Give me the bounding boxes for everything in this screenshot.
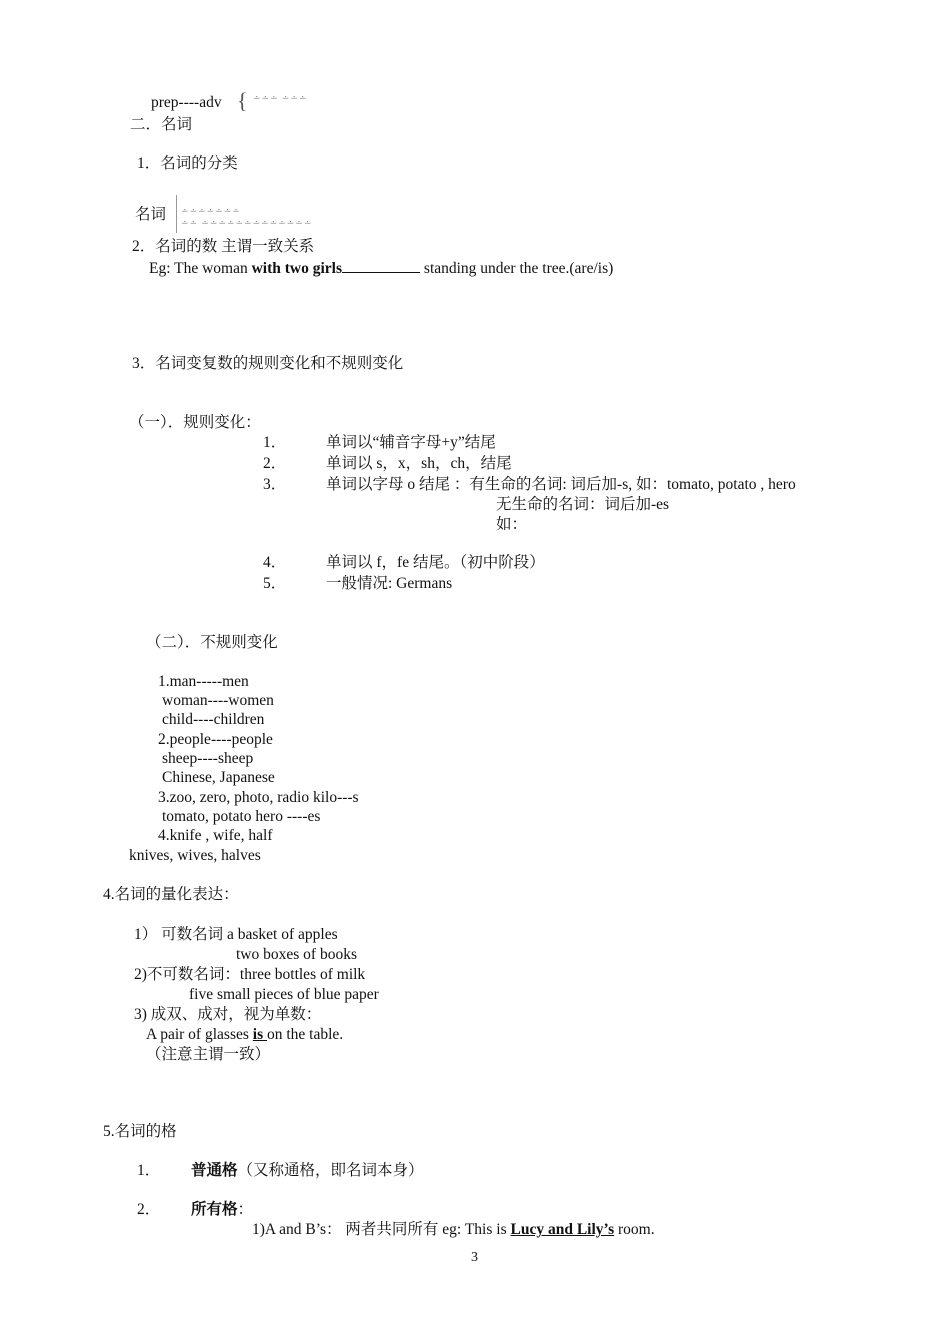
regular-title: （一）．规则变化： [129, 414, 261, 431]
case-item-2-colon: ： [237, 1201, 254, 1218]
quant-line-5: 3) 成双、成对，视为单数： [134, 1006, 322, 1023]
subsection-title-2: 2．名词的数 主谓一致关系 [132, 238, 315, 255]
answer-blank [342, 258, 420, 273]
irregular-title: （二）．不规则变化 [146, 634, 278, 651]
case-item-2-bold: 所有格 [191, 1201, 238, 1218]
irregular-line: 3.zoo, zero, photo, radio kilo---s [158, 789, 359, 806]
subsection-title-3: 3．名词变复数的规则变化和不规则变化 [132, 355, 404, 372]
regular-text-3-line2: 无生命的名词：词后加-es [496, 496, 670, 513]
bracket-line [176, 195, 177, 233]
irregular-line: child----children [162, 711, 265, 728]
case-sub-1 [252, 1221, 655, 1239]
page-number: 3 [471, 1250, 478, 1265]
faded-classification-icon: ∸∸∸∸∸∸∸ [181, 206, 241, 216]
case-item-1-bold: 普通格 [191, 1162, 238, 1179]
case-sub-1-bold: Lucy and Lily’s [510, 1221, 615, 1238]
case-item-2 [191, 1201, 253, 1219]
eg-suffix: standing under the tree.(are/is) [420, 260, 614, 277]
irregular-line: 2.people----people [158, 731, 273, 748]
case-num-2: 2． [137, 1201, 161, 1218]
regular-num-1: 1． [263, 434, 287, 451]
irregular-line: woman----women [162, 692, 274, 709]
case-num-1: 1． [137, 1162, 161, 1179]
regular-text-3: 单词以字母 o 结尾 ：有生命的名词: 词后加-s, 如：tomato, potato , hero [326, 476, 796, 493]
quant-line-6 [146, 1026, 343, 1044]
quant-line-7: （注意主谓一致） [146, 1046, 271, 1063]
regular-text-2: 单词以 s，x，sh，ch，结尾 [326, 455, 512, 472]
noun-label: 名词 [135, 206, 167, 223]
regular-text-4: 单词以 f，fe 结尾。（初中阶段） [326, 554, 545, 571]
quant-line-1: 1） 可数名词 a basket of apples [134, 926, 338, 943]
quant-line-3: 2)不可数名词：three bottles of milk [134, 966, 366, 983]
prep-adv-text: prep----adv [151, 94, 222, 111]
eg-bold: with two girls [251, 260, 343, 277]
irregular-line: Chinese, Japanese [162, 769, 275, 786]
subsection-title-1: 1．名词的分类 [137, 155, 238, 172]
regular-num-4: 4． [263, 554, 287, 571]
regular-text-1: 单词以“辅音字母+y”结尾 [326, 434, 496, 451]
eg-prefix: Eg: The woman [149, 260, 252, 277]
regular-num-5: 5． [263, 575, 287, 592]
irregular-line: tomato, potato hero ----es [162, 808, 321, 825]
regular-text-5: 一般情况: Germans [326, 575, 453, 592]
quant-line-6-suffix: on the table. [266, 1026, 344, 1043]
quant-line-6-is: is [252, 1026, 267, 1043]
case-item-1 [191, 1162, 424, 1180]
faded-text-icon: ∸∸∸ ∸∸∸ [253, 93, 308, 103]
irregular-line: 1.man-----men [158, 673, 249, 690]
section-heading: 二．名词 [130, 116, 193, 133]
quant-line-6-prefix: A pair of glasses [146, 1026, 253, 1043]
faded-classification-icon-2: ∸∸ ∸∸∸∸∸∸∸∸∸∸∸∸∸ [181, 218, 313, 228]
regular-num-2: 2． [263, 455, 287, 472]
quant-line-4: five small pieces of blue paper [189, 986, 379, 1003]
example-sentence [149, 258, 613, 278]
regular-text-3-line3: 如： [496, 516, 528, 533]
case-item-1-rest: （又称通格，即名词本身） [237, 1162, 424, 1179]
case-sub-1-suffix: room. [614, 1221, 655, 1238]
irregular-line: sheep----sheep [162, 750, 254, 767]
irregular-line: 4.knife , wife, half [158, 827, 273, 844]
irregular-line: knives, wives, halves [129, 847, 261, 864]
case-sub-1-prefix: 1)A and B’s： 两者共同所有 eg: This is [252, 1221, 511, 1238]
regular-num-3: 3． [263, 476, 287, 493]
quant-title: 4.名词的量化表达： [103, 886, 239, 903]
brace-icon: { [237, 88, 248, 113]
quant-line-2: two boxes of books [236, 946, 357, 963]
case-title: 5.名词的格 [103, 1123, 177, 1140]
